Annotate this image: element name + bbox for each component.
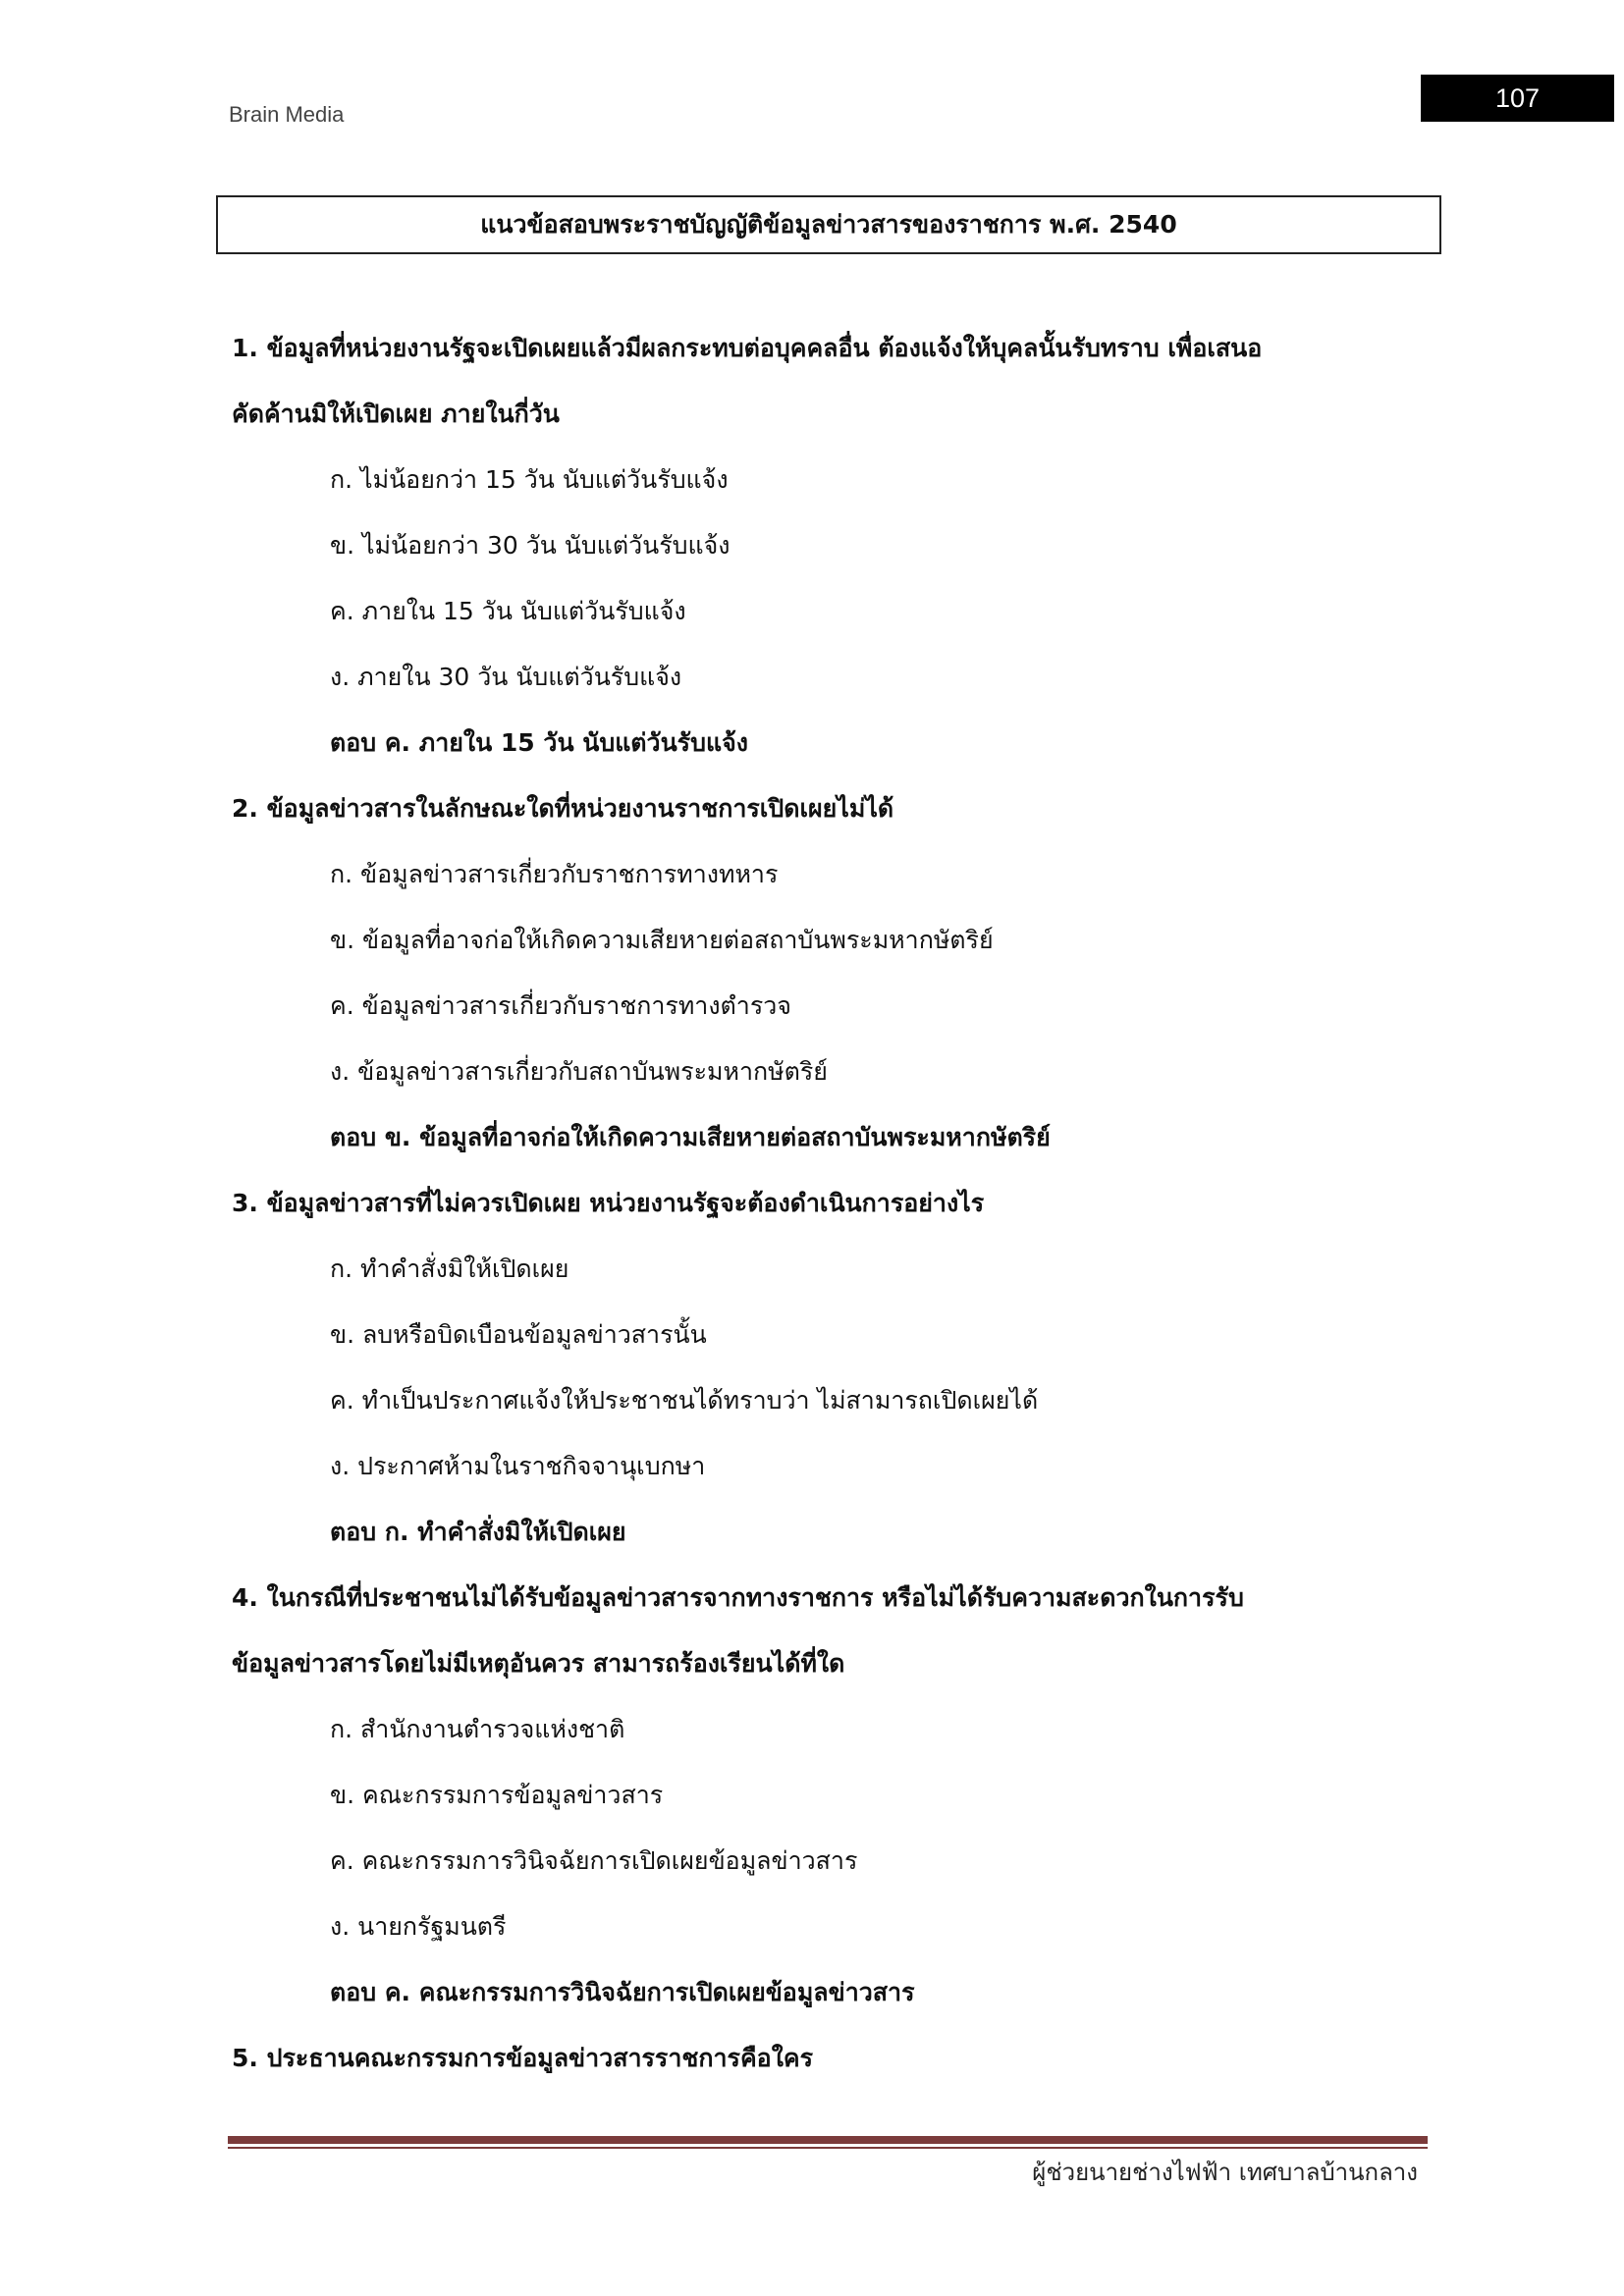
question-3-choice-a: ก. ทำคำสั่งมิให้เปิดเผย bbox=[330, 1255, 569, 1283]
question-1-choice-d: ง. ภายใน 30 วัน นับแต่วันรับแจ้ง bbox=[330, 663, 682, 691]
question-3-choice-d: ง. ประกาศห้ามในราชกิจจานุเบกษา bbox=[330, 1452, 706, 1480]
question-2-choice-d: ง. ข้อมูลข่าวสารเกี่ยวกับสถาบันพระมหากษัตริย์ bbox=[330, 1057, 828, 1086]
question-1-choice-a: ก. ไม่น้อยกว่า 15 วัน นับแต่วันรับแจ้ง bbox=[330, 465, 729, 494]
page-number-badge: 107 bbox=[1421, 75, 1614, 122]
question-list bbox=[232, 324, 1449, 2100]
question-2-line-1: 2. ข้อมูลข่าวสารในลักษณะใดที่หน่วยงานราชการเปิดเผยไม่ได้ bbox=[232, 794, 894, 823]
question-1-line-1: 1. ข้อมูลที่หน่วยงานรัฐจะเปิดเผยแล้วมีผลกระทบต่อบุคคลอื่น ต้องแจ้งให้บุคลนั้นรับทราบ เพื่อเสนอ bbox=[232, 334, 1263, 362]
question-4-choice-a: ก. สำนักงานตำรวจแห่งชาติ bbox=[330, 1715, 625, 1743]
footer-divider-thin bbox=[228, 2147, 1428, 2149]
question-4-answer: ตอบ ค. คณะกรรมการวินิจฉัยการเปิดเผยข้อมูลข่าวสาร bbox=[330, 1978, 915, 2006]
question-2-answer: ตอบ ข. ข้อมูลที่อาจก่อให้เกิดความเสียหายต่อสถาบันพระมหากษัตริย์ bbox=[330, 1123, 1051, 1151]
question-2-choice-a: ก. ข้อมูลข่าวสารเกี่ยวกับราชการทางทหาร bbox=[330, 860, 779, 888]
document-title bbox=[216, 195, 1441, 254]
question-3-choice-c: ค. ทำเป็นประกาศแจ้งให้ประชาชนได้ทราบว่า ไม่สามารถเปิดเผยได้ bbox=[330, 1386, 1039, 1415]
header-brand: Brain Media bbox=[229, 102, 345, 127]
question-1-answer: ตอบ ค. ภายใน 15 วัน นับแต่วันรับแจ้ง bbox=[330, 728, 748, 757]
question-1-choice-b: ข. ไม่น้อยกว่า 30 วัน นับแต่วันรับแจ้ง bbox=[330, 531, 731, 560]
question-4-choice-d: ง. นายกรัฐมนตรี bbox=[330, 1912, 507, 1941]
question-4-choice-b: ข. คณะกรรมการข้อมูลข่าวสาร bbox=[330, 1781, 664, 1809]
question-1-line-2: คัดค้านมิให้เปิดเผย ภายในกี่วัน bbox=[232, 400, 560, 428]
question-4-line-1: 4. ในกรณีที่ประชาชนไม่ได้รับข้อมูลข่าวสารจากทางราชการ หรือไม่ได้รับความสะดวกในการรับ bbox=[232, 1583, 1244, 1612]
question-1-choice-c: ค. ภายใน 15 วัน นับแต่วันรับแจ้ง bbox=[330, 597, 686, 625]
question-5-line-1: 5. ประธานคณะกรรมการข้อมูลข่าวสารราชการคือใคร bbox=[232, 2044, 814, 2072]
question-2-choice-c: ค. ข้อมูลข่าวสารเกี่ยวกับราชการทางตำรวจ bbox=[330, 991, 791, 1020]
question-3-answer: ตอบ ก. ทำคำสั่งมิให้เปิดเผย bbox=[330, 1518, 626, 1546]
question-3-line-1: 3. ข้อมูลข่าวสารที่ไม่ควรเปิดเผย หน่วยงานรัฐจะต้องดำเนินการอย่างไร bbox=[232, 1189, 985, 1217]
footer-divider bbox=[228, 2136, 1428, 2144]
question-4-line-2: ข้อมูลข่าวสารโดยไม่มีเหตุอันควร สามารถร้องเรียนได้ที่ใด bbox=[232, 1649, 845, 1678]
question-4-choice-c: ค. คณะกรรมการวินิจฉัยการเปิดเผยข้อมูลข่าวสาร bbox=[330, 1846, 858, 1875]
question-3-choice-b: ข. ลบหรือบิดเบือนข้อมูลข่าวสารนั้น bbox=[330, 1320, 707, 1349]
footer-text: ผู้ช่วยนายช่างไฟฟ้า เทศบาลบ้านกลาง bbox=[1032, 2159, 1418, 2186]
question-2-choice-b: ข. ข้อมูลที่อาจก่อให้เกิดความเสียหายต่อสถาบันพระมหากษัตริย์ bbox=[330, 926, 994, 954]
document-title-text: แนวข้อสอบพระราชบัญญัติข้อมูลข่าวสารของราชการ พ.ศ. 2540 bbox=[480, 210, 1177, 239]
